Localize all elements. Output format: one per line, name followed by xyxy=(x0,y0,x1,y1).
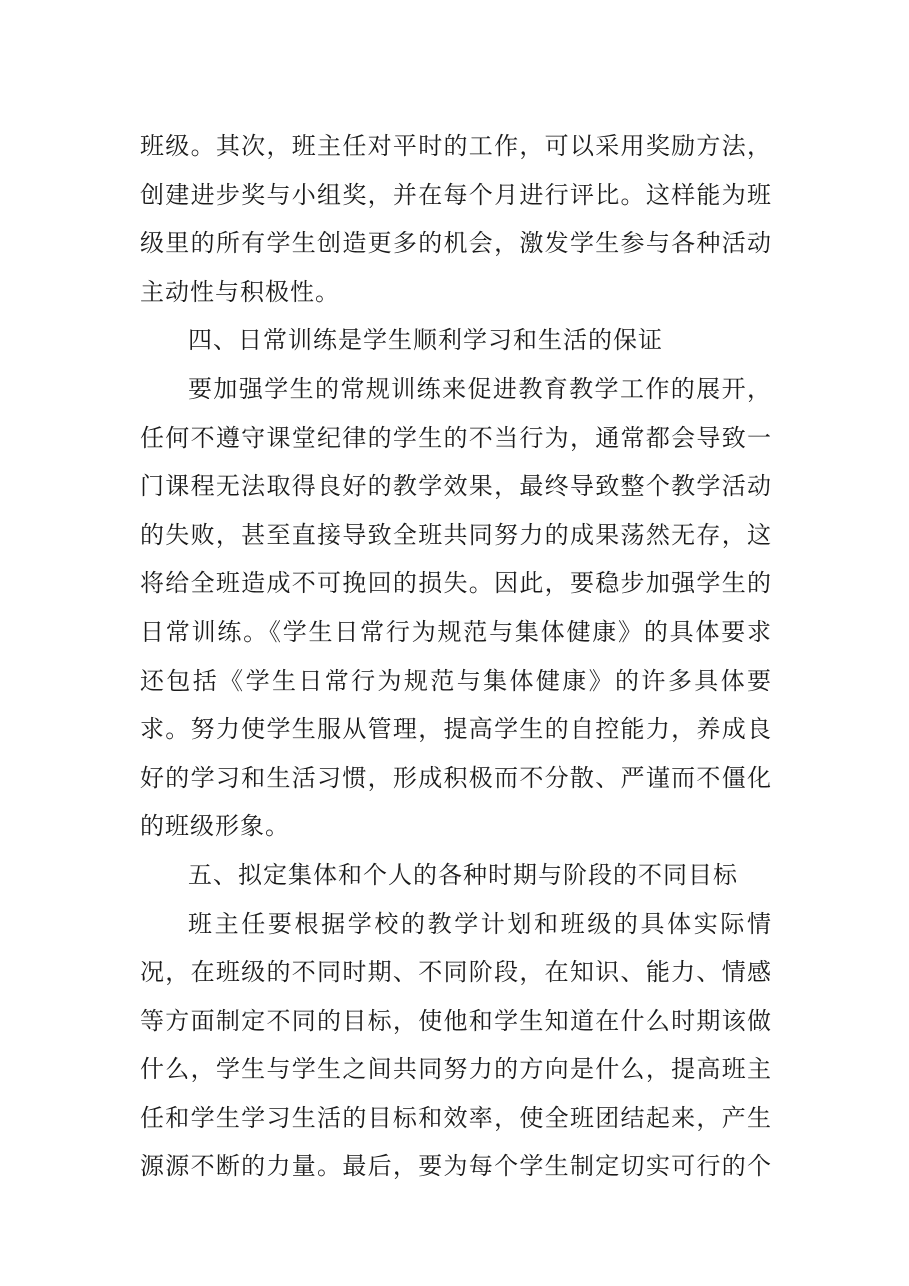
text-line: 任和学生学习生活的目标和效率，使全班团结起来，产生 xyxy=(140,1103,772,1132)
document-body xyxy=(140,122,772,1191)
text-line: 门课程无法取得良好的教学效果，最终导致整个教学活动 xyxy=(140,472,772,501)
text-line: 任何不遵守课堂纪律的学生的不当行为，通常都会导致一 xyxy=(140,423,772,452)
text-line: 主动性与积极性。 xyxy=(140,277,340,306)
text-line: 的班级形象。 xyxy=(140,812,290,841)
text-line: 况，在班级的不同时期、不同阶段，在知识、能力、情感 xyxy=(140,958,772,987)
text-line: 的失败，甚至直接导致全班共同努力的成果荡然无存，这 xyxy=(140,520,772,549)
text-line: 级里的所有学生创造更多的机会，激发学生参与各种活动 xyxy=(140,229,772,258)
text-line: 将给全班造成不可挽回的损失。因此，要稳步加强学生的 xyxy=(140,569,772,598)
section-heading: 五、拟定集体和个人的各种时期与阶段的不同目标 xyxy=(188,860,738,889)
text-line: 日常训练。《学生日常行为规范与集体健康》的具体要求 xyxy=(140,617,772,646)
text-line: 什么，学生与学生之间共同努力的方向是什么，提高班主 xyxy=(140,1055,772,1084)
text-line: 等方面制定不同的目标，使他和学生知道在什么时期该做 xyxy=(140,1006,772,1035)
text-line: 还包括《学生日常行为规范与集体健康》的许多具体要 xyxy=(140,666,772,695)
text-line: 要加强学生的常规训练来促进教育教学工作的展开， xyxy=(188,374,772,403)
section-heading: 四、日常训练是学生顺利学习和生活的保证 xyxy=(188,326,663,355)
text-line: 班主任要根据学校的教学计划和班级的具体实际情 xyxy=(188,909,772,938)
text-line: 好的学习和生活习惯，形成积极而不分散、严谨而不僵化 xyxy=(140,763,772,792)
text-line: 求。努力使学生服从管理，提高学生的自控能力，养成良 xyxy=(140,715,772,744)
text-line: 班级。其次，班主任对平时的工作，可以采用奖励方法， xyxy=(140,132,772,160)
text-line: 源源不断的力量。最后，要为每个学生制定切实可行的个 xyxy=(140,1152,772,1181)
text-line: 创建进步奖与小组奖，并在每个月进行评比。这样能为班 xyxy=(140,180,772,209)
